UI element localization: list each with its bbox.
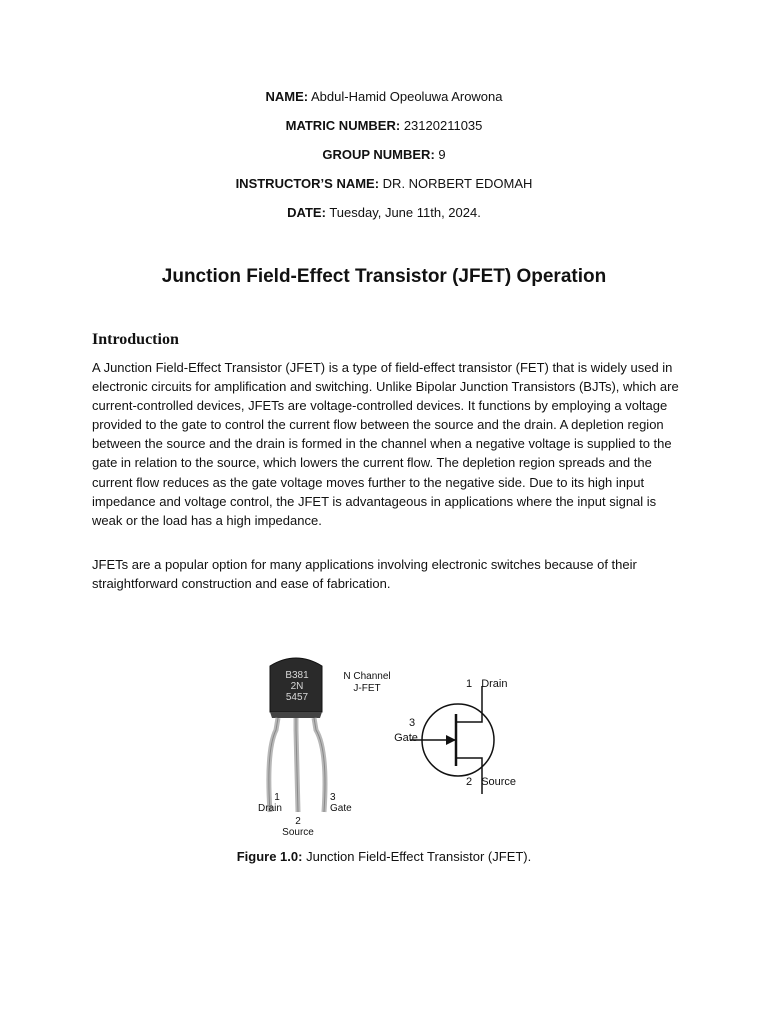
gate-lead [314, 718, 325, 812]
introduction-heading: Introduction [92, 331, 179, 348]
package-base [270, 712, 322, 718]
group-label: GROUP NUMBER: [322, 147, 435, 162]
matric-number-line [0, 118, 768, 133]
pin2-number: 2 [295, 816, 301, 827]
matric-value: 23120211035 [403, 118, 483, 133]
pin3-name: Gate [330, 803, 352, 814]
jfet-type-label [332, 671, 402, 695]
package-marking [284, 670, 310, 703]
caption-label: Figure 1.0: [236, 849, 303, 864]
instructor-value: DR. NORBERT EDOMAH [382, 176, 533, 191]
instructor-label: INSTRUCTOR’S NAME: [235, 176, 380, 191]
type-line-2: J-FET [353, 683, 381, 694]
symbol-gate-name: Gate [394, 732, 418, 744]
pin1-name: Drain [258, 803, 282, 814]
symbol-source-number: 2 [466, 776, 473, 788]
package-marking-line-3: 5457 [285, 692, 309, 703]
jfet-figure [230, 652, 540, 842]
package-marking-line-1: B381 [285, 670, 309, 681]
instructor-name-line [0, 176, 768, 191]
pin3-label [330, 792, 370, 814]
symbol-drain-label [466, 678, 507, 690]
symbol-source-label [466, 776, 516, 788]
pin2-name: Source [282, 827, 314, 838]
pin1-number: 1 [274, 792, 280, 803]
figure-caption [0, 849, 768, 864]
gate-arrow-icon [446, 735, 456, 745]
name-value: Abdul-Hamid Opeoluwa Arowona [311, 89, 503, 104]
introduction-paragraph-2: JFETs are a popular option for many applications involving electronic switches because of their straightforward construction and ease of fabrication. [92, 557, 637, 592]
matric-label: MATRIC NUMBER: [285, 118, 401, 133]
document-title: Junction Field-Effect Transistor (JFET) Operation [161, 266, 607, 287]
package-marking-line-2: 2N [290, 681, 304, 692]
name-label: NAME: [265, 89, 309, 104]
date-value: Tuesday, June 11th, 2024. [329, 205, 481, 220]
introduction-paragraph-1: A Junction Field-Effect Transistor (JFET) is a type of field-effect transistor (FET) that is widely used in electronic circuits for amplification and switching. Unlike Bipolar Junction Transistors (BJTs), which are current-controlled devices, JFETs are voltage-controlled devices. It functions by employing a voltage provided to the gate to control the current flow between the source and the drain. A depletion region between the source and the drain is formed in the channel when a negative voltage is supplied to the gate in relation to the source, which lowers the current flow. The depletion region spreads and the current flow reduces as the gate voltage moves further to the negative side. Due to its high input impedance and voltage control, the JFET is advantageous in applications where the input signal is weak or the load has a high impedance. [92, 360, 679, 528]
symbol-drain-name: Drain [481, 678, 508, 690]
pin2-label [278, 816, 318, 838]
date-label: DATE: [287, 205, 326, 220]
caption-text: Junction Field-Effect Transistor (JFET). [306, 849, 532, 864]
symbol-gate-label [386, 716, 426, 746]
group-value: 9 [438, 147, 446, 162]
group-number-line [0, 147, 768, 162]
symbol-drain-number: 1 [466, 678, 473, 690]
symbol-source-name: Source [481, 776, 517, 788]
student-name-line [0, 89, 768, 104]
pin1-label [250, 792, 290, 814]
type-line-1: N Channel [343, 671, 391, 682]
pin3-number: 3 [330, 792, 336, 803]
symbol-gate-number: 3 [408, 717, 416, 729]
date-line [0, 205, 768, 220]
